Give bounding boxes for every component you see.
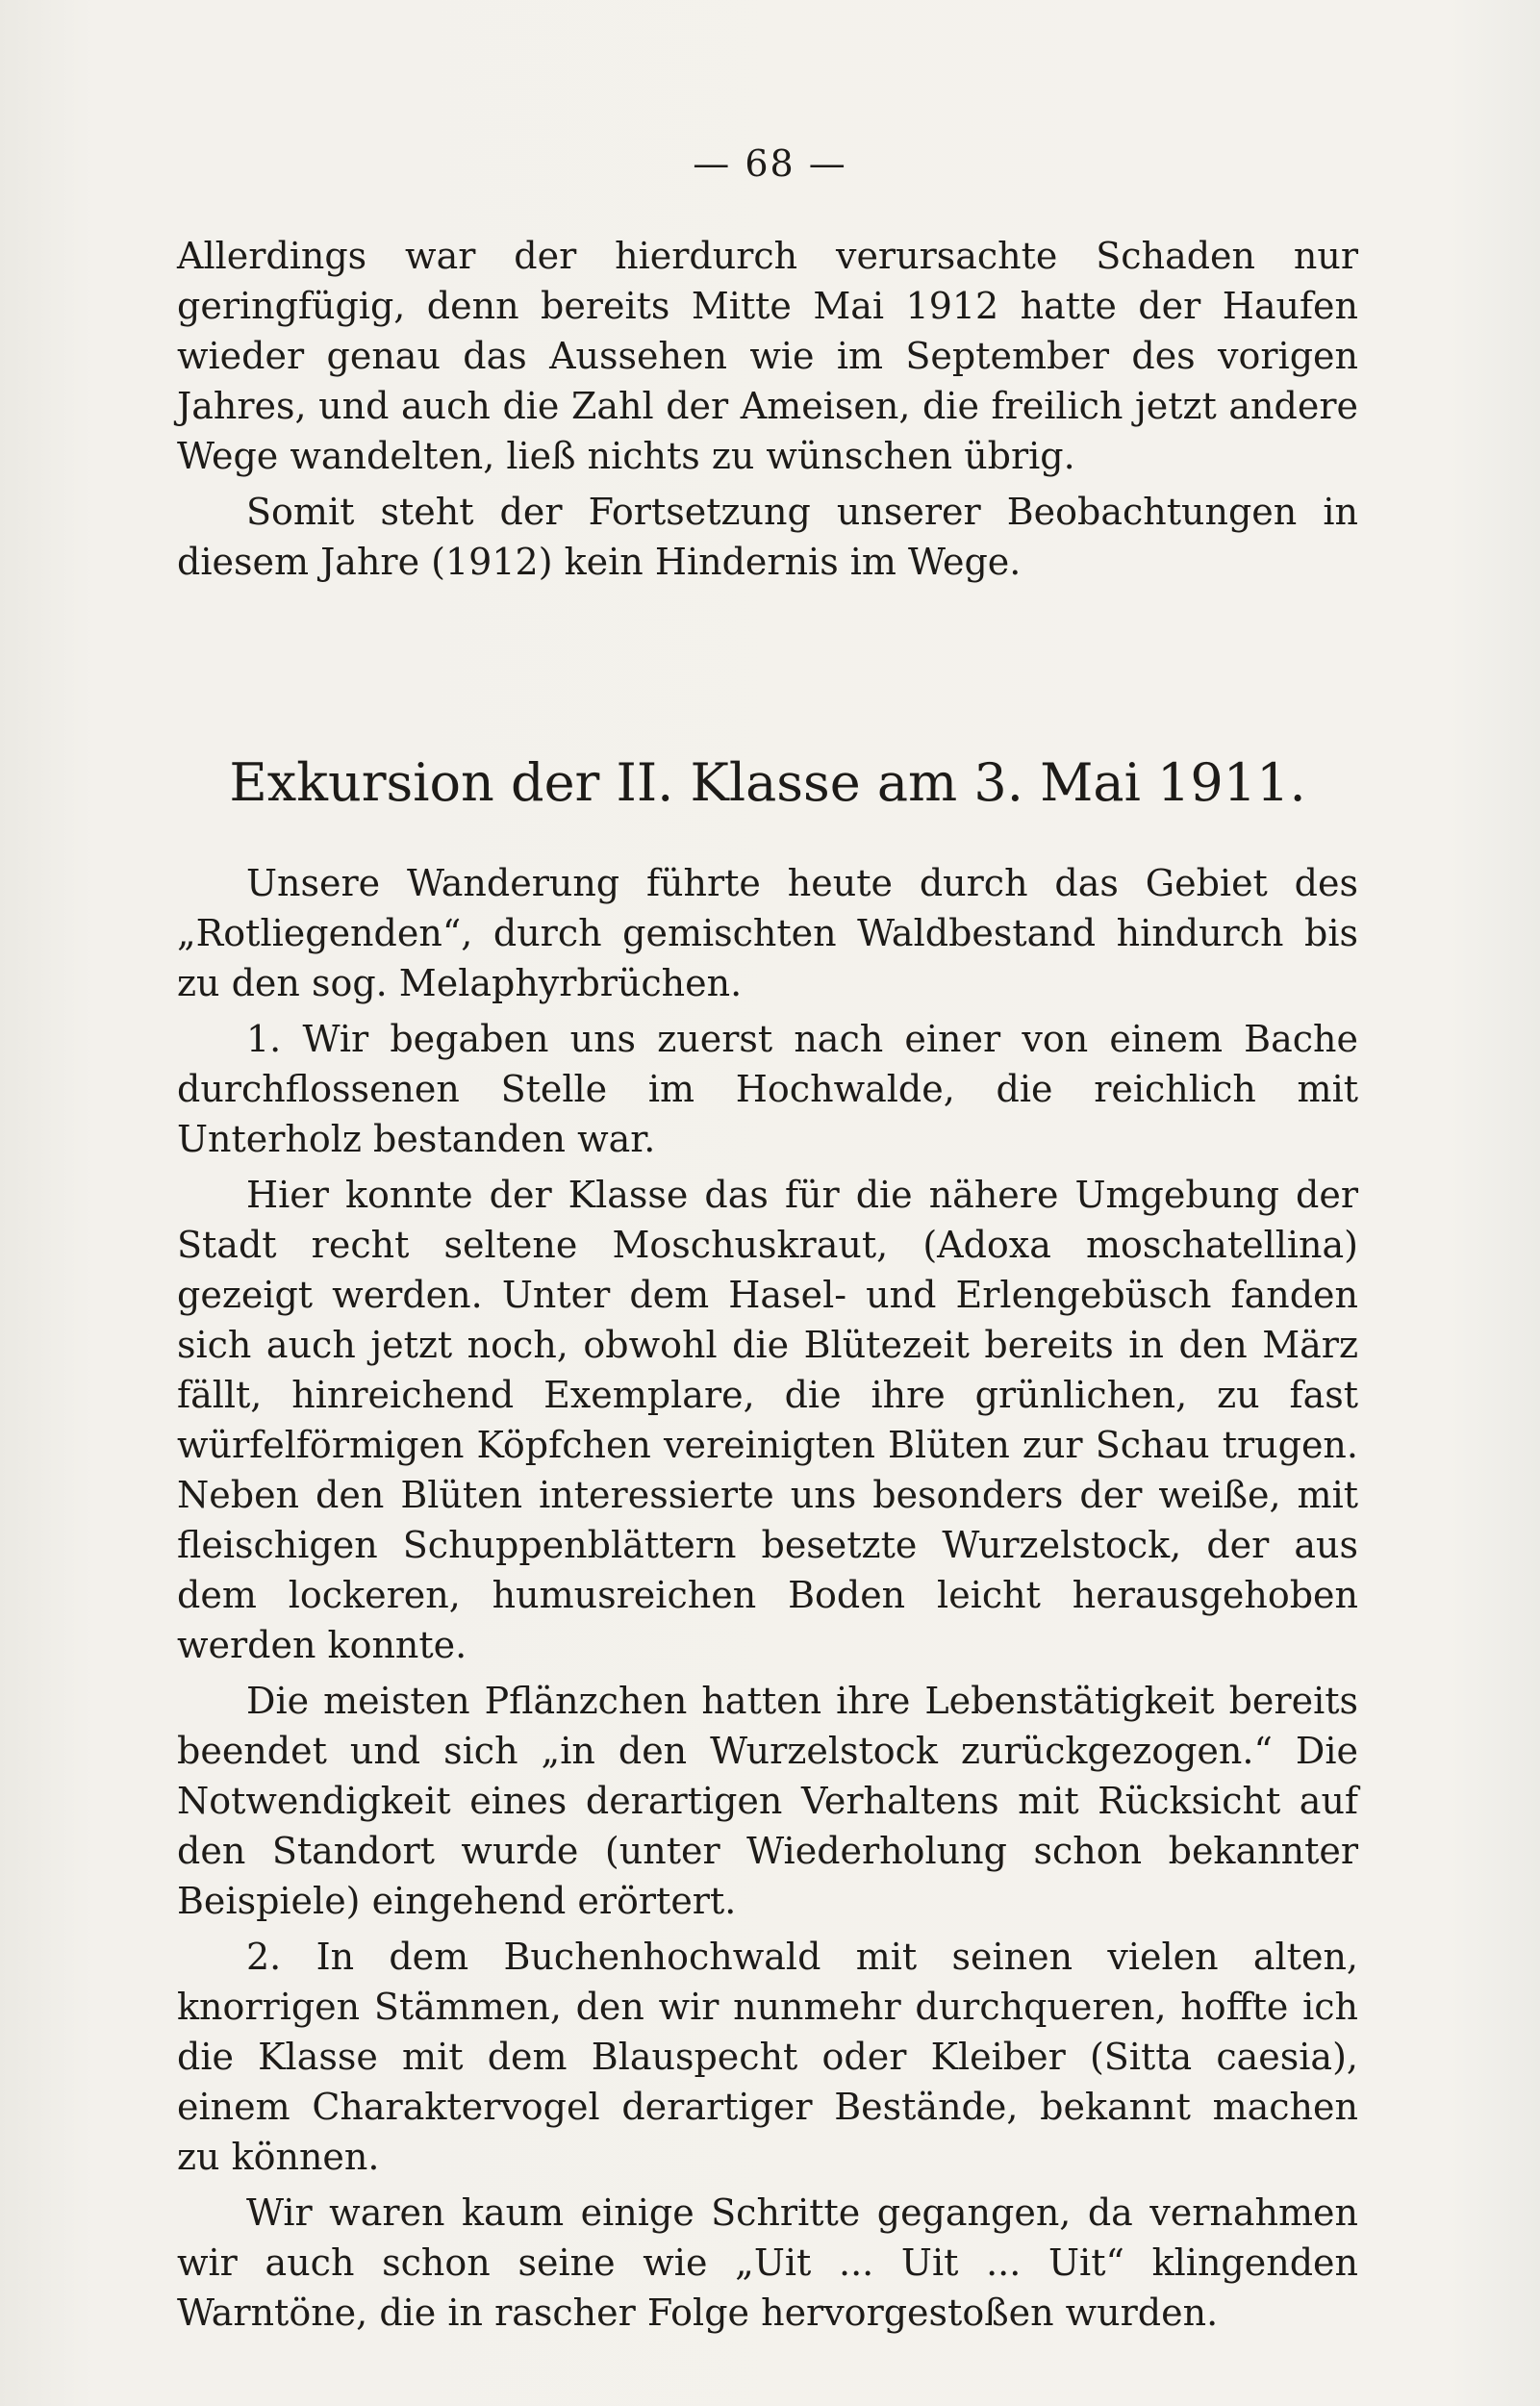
paragraph: Wir waren kaum einige Schritte gegangen, da vernahmen wir auch schon seine wie „Uit ... Uit ... Uit“ klingenden Warntöne, die in rascher Folge hervorgestoßen wurden. <box>177 2191 1358 2334</box>
section-heading: Exkursion der II. Klasse am 3. Mai 1911. <box>229 752 1306 813</box>
intro-text <box>177 231 1358 593</box>
paragraph: Somit steht der Fortsetzung unserer Beobachtungen in diesem Jahre (1912) kein Hindernis im Wege. <box>177 491 1358 583</box>
paragraph: 1. Wir begaben uns zuerst nach einer von einem Bache durchflossenen Stelle im Hochwalde, die reichlich mit Unterholz bestanden war. <box>177 1018 1358 1160</box>
paragraph: Allerdings war der hierdurch verursachte Schaden nur geringfügig, denn bereits Mitte Mai 1912 hatte der Haufen wieder genau das Aussehen wie im September des vorigen Jahres, und auch die Zahl der Ameisen, die freilich jetzt andere Wege wandelten, ließ nichts zu wünschen übrig. <box>177 235 1358 477</box>
page-number: — 68 — <box>693 142 847 185</box>
paragraph: Die meisten Pflänzchen hatten ihre Lebenstätigkeit bereits beendet und sich „in den Wurzelstock zurückgezogen.“ Die Notwendigkeit eines derartigen Verhaltens mit Rücksicht auf den Standort wurde (unter Wiederholung schon bekannter Beispiele) eingehend erörtert. <box>177 1680 1358 1922</box>
paragraph: Hier konnte der Klasse das für die nähere Umgebung der Stadt recht seltene Moschuskraut, (Adoxa moschatellina) gezeigt werden. Unter dem Hasel- und Erlengebüsch fanden sich auch jetzt noch, obwohl die Blütezeit bereits in den März fällt, hinreichend Exemplare, die ihre grünlichen, zu fast würfelförmigen Köpfchen vereinigten Blüten zur Schau trugen. Neben den Blüten interessierte uns besonders der weiße, mit fleischigen Schuppenblättern besetzte Wurzelstock, der aus dem lockeren, humusreichen Boden leicht herausgehoben werden konnte. <box>177 1174 1358 1666</box>
paragraph: 2. In dem Buchenhochwald mit seinen vielen alten, knorrigen Stämmen, den wir nunmehr durchqueren, hoffte ich die Klasse mit dem Blauspecht oder Kleiber (Sitta caesia), einem Charaktervogel derartiger Bestände, bekannt machen zu können. <box>177 1936 1358 2178</box>
paragraph: Unsere Wanderung führte heute durch das Gebiet des „Rotliegenden“, durch gemischten Waldbestand hindurch bis zu den sog. Melaphyrbrüchen. <box>177 862 1358 1004</box>
section-text <box>177 858 1358 2343</box>
